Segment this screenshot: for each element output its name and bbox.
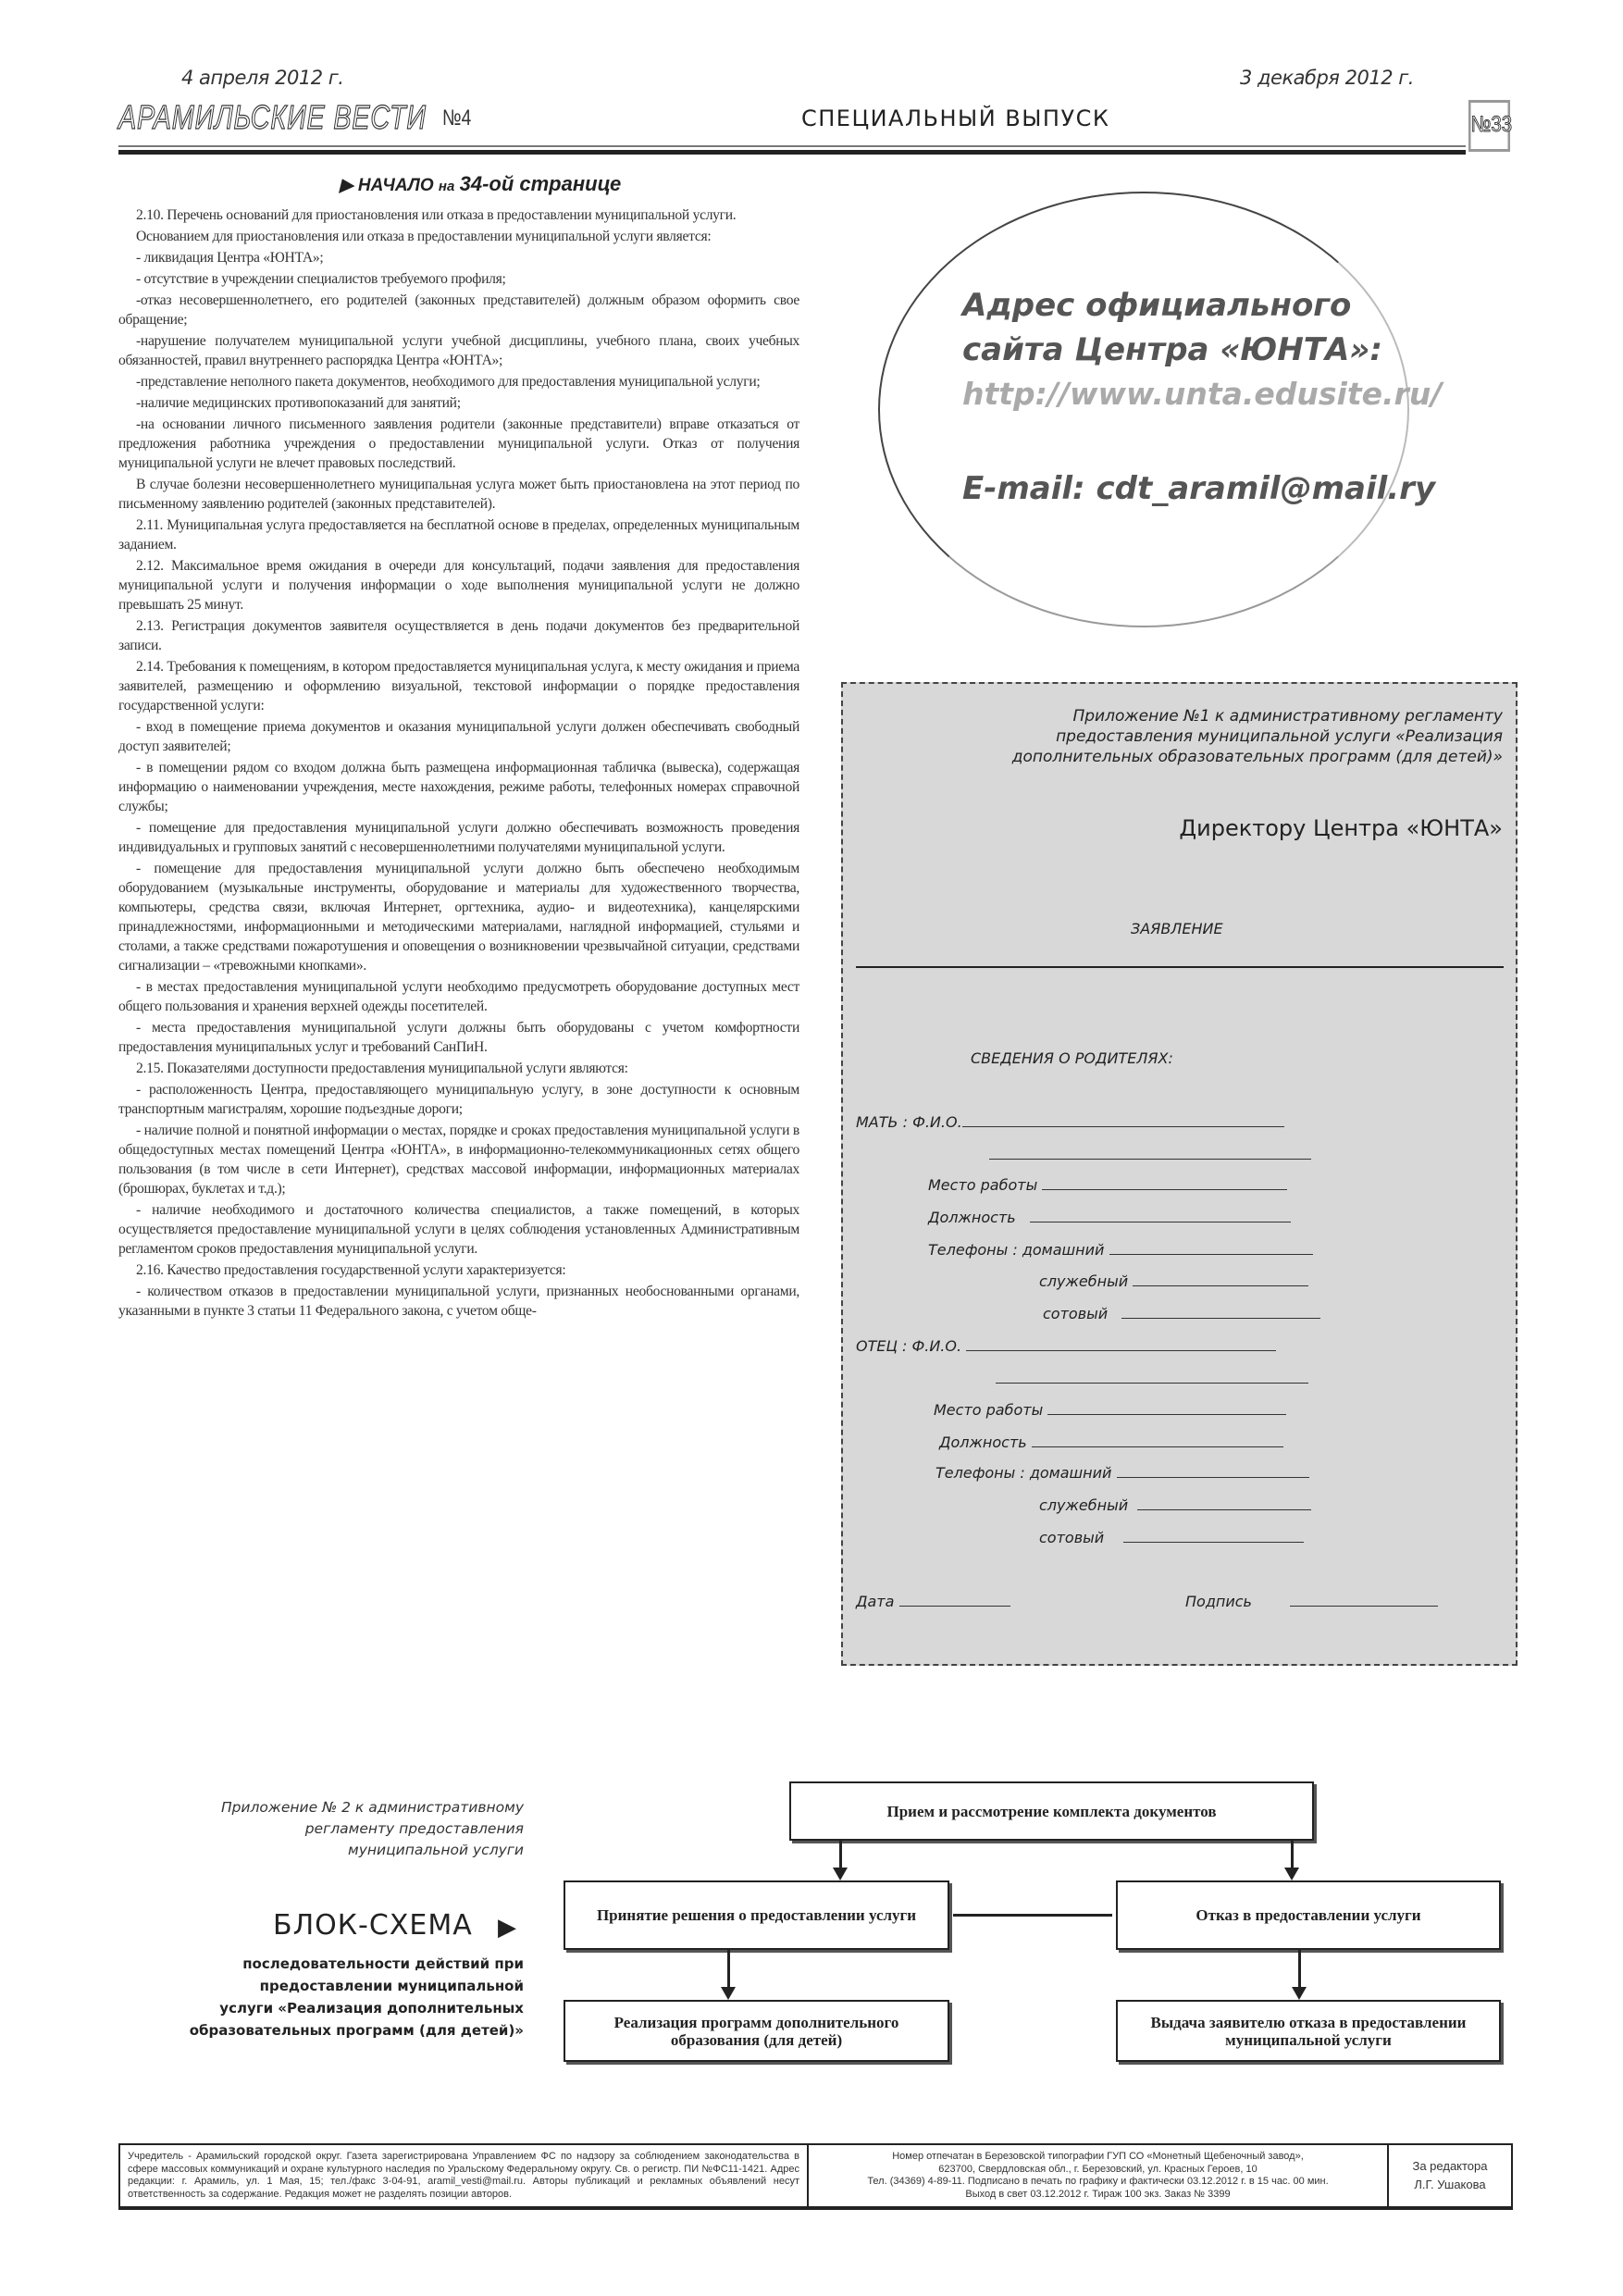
application-form [841, 682, 1518, 1666]
flow-connector [1291, 1841, 1294, 1870]
mother-label: МАТЬ : Ф.И.О. [856, 1113, 962, 1131]
annex-line: предоставления муниципальной услуги «Реализация [1056, 727, 1503, 746]
continuation-prefix: НАЧАЛО [357, 176, 434, 195]
label: служебный [1039, 1272, 1129, 1290]
section-title: СПЕЦИАЛЬНЫЙ ВЫПУСК [801, 105, 1110, 131]
article-paragraph: 2.15. Показателями доступности предоставления муниципальной услуги являются: [136, 1061, 628, 1076]
mother-home-phone-field[interactable] [928, 1241, 1313, 1259]
arrow-down-icon [1292, 1987, 1307, 2000]
flow-connector [1298, 1950, 1301, 1989]
mother-mobile-field[interactable] [1043, 1305, 1320, 1322]
date-left: 4 апреля 2012 г. [181, 67, 344, 89]
article-paragraph: - вход в помещение приема документов и оказания муниципальной услуги должен обеспечивать свободный доступ заявителей; [118, 719, 799, 754]
mother-position-field[interactable] [928, 1209, 1291, 1226]
article-paragraph: -наличие медицинских противопоказаний для занятий; [136, 395, 461, 411]
article-paragraph: 2.13. Регистрация документов заявителя осуществляется в день подачи документов без предварительной записи. [118, 618, 799, 653]
label: Должность [939, 1433, 1027, 1451]
date-right: 3 декабря 2012 г. [1240, 67, 1414, 89]
website-label-1: Адрес официального [962, 287, 1352, 324]
article-paragraph: 2.12. Максимальное время ожидания в очереди для консультаций, подачи заявления для предоставления муниципальной услуги и получения информации о ходе выполнения муниципальной услуги не должно превышать 25 минут. [118, 558, 799, 613]
mother-name-line2[interactable] [989, 1147, 1311, 1160]
imprint-footer [118, 2143, 1513, 2210]
printing-info [809, 2145, 1389, 2206]
continuation-page: 34-ой странице [459, 172, 622, 195]
father-position-field[interactable] [939, 1433, 1283, 1451]
label: Телефоны : домашний [928, 1241, 1105, 1259]
website-label-2: сайта Центра «ЮНТА»: [962, 331, 1382, 368]
printing-line: Номер отпечатан в Березовской типографии ГУП СО «Монетный Щебеночный завод», [892, 2151, 1304, 2162]
article-paragraph: -нарушение получателем муниципальной услуги учебной дисциплины, учебного плана, своих учебных обязанностей, правил внутреннего распорядка Центра «ЮНТА»; [118, 333, 799, 368]
mother-work-phone-field[interactable] [1039, 1272, 1308, 1290]
flow-box-receive: Прием и рассмотрение комплекта документов [789, 1781, 1314, 1841]
editor-info [1389, 2145, 1511, 2206]
article-paragraph: -на основании личного письменного заявления родители (законные представители) вправе отказаться от предложения работника учреждения о предоставлении муниципальной услуги. Отказ от получения муниципальной услуги не влечет правовых последствий. [118, 416, 799, 471]
flow-connector [839, 1841, 842, 1870]
article-paragraph: -отказ несовершеннолетнего, его родителей (законных представителей) должным образом оформить свое обращение; [118, 292, 799, 328]
article-paragraph: 2.14. Требования к помещениям, в котором предоставляется муниципальная услуга, к месту ожидания и приема заявителей, размещению и оформлению визуальной, текстовой информации о порядке предоставления государственной услуги: [118, 659, 799, 714]
publisher-info: Учредитель - Арамильский городской округ. Газета зарегистрирована Управлением ФС по надзору за соблюдением законодательства в сфере массовых коммуникаций и охране культурного наследия по Уральскому Федеральному округу. Св. о регистр. ПИ №ФС11-1421. Адрес редакции: г. Арамиль, ул. 1 Мая, 15; тел./факс 3-04-91, aramil_vesti@mail.ru. Авторы публикаций и рекламных объявлений несут ответственность за содержание. Редакция может не разделять позиции авторов. [120, 2145, 809, 2206]
article-paragraph: - в помещении рядом со входом должна быть размещена информационная табличка (вывеска), содержащая информацию о наименовании учреждения, месте нахождения, режиме работы, телефонных номерах справочной службы; [118, 760, 799, 814]
desc-line: услуги «Реализация дополнительных [219, 2000, 524, 2017]
label: Подпись [1185, 1593, 1252, 1610]
mother-workplace-field[interactable] [928, 1176, 1287, 1194]
form-title: ЗАЯВЛЕНИЕ [1131, 920, 1223, 937]
block-scheme-description [190, 1953, 524, 2042]
mother-name-field[interactable] [856, 1113, 1284, 1131]
article-paragraph: - отсутствие в учреждении специалистов требуемого профиля; [136, 271, 506, 287]
issue-number: №33 [1468, 100, 1510, 152]
desc-line: последовательности действий при [242, 1955, 524, 1972]
article-paragraph: 2.16. Качество предоставления государственной услуги характеризуется: [136, 1262, 566, 1278]
form-addressee: Директору Центра «ЮНТА» [1179, 815, 1503, 841]
annex2-line: муниципальной услуги [348, 1842, 524, 1858]
label: Телефоны : домашний [935, 1464, 1112, 1482]
website-url[interactable]: http://www.unta.edusite.ru/ [962, 376, 1443, 412]
header-rule [118, 145, 1466, 147]
editor-name: Л.Г. Ушакова [1414, 2178, 1486, 2191]
article-paragraph: -представление неполного пакета документов, необходимого для предоставления муниципальной услуги; [136, 374, 761, 390]
masthead-issue: №4 [442, 105, 472, 130]
masthead-title: АРАМИЛЬСКИЕ ВЕСТИ [118, 98, 427, 136]
father-workplace-field[interactable] [934, 1401, 1286, 1419]
article-paragraph: В случае болезни несовершеннолетнего муниципальная услуга может быть приостановлена на этот период по письменному заявлению родителей (законных представителей). [118, 477, 799, 512]
label: Место работы [928, 1176, 1038, 1194]
signature-field[interactable] [1185, 1593, 1438, 1610]
block-scheme-title: БЛОК-СХЕМА [273, 1909, 473, 1942]
annex2-note [221, 1797, 524, 1861]
father-label: ОТЕЦ : Ф.И.О. [856, 1337, 962, 1355]
desc-line: предоставлении муниципальной [259, 1978, 524, 1994]
label: сотовый [1043, 1305, 1109, 1322]
father-home-phone-field[interactable] [935, 1464, 1309, 1482]
article-paragraph: - места предоставления муниципальной услуги должны быть оборудованы с учетом комфортности предоставления муниципальных услуг и требований СанПиН. [118, 1020, 799, 1055]
article-paragraph: - помещение для предоставления муниципальной услуги должно обеспечивать возможность проведения индивидуальных и групповых занятий с несовершеннолетними получателями муниципальной услуги. [118, 820, 799, 855]
article-paragraph: - количеством отказов в предоставлении муниципальной услуги, признанных необоснованными органами, указанными в пункте 3 статьи 11 Федерального закона, с учетом обще- [118, 1284, 799, 1319]
father-mobile-field[interactable] [1039, 1529, 1304, 1546]
label: Место работы [934, 1401, 1044, 1419]
arrow-down-icon [721, 1987, 736, 2000]
article-paragraph: Основанием для приостановления или отказа в предоставлении муниципальной услуги является: [136, 229, 712, 244]
printing-line: Тел. (34369) 4-89-11. Подписано в печать по графику и фактически 03.12.2012 г. в 15 час. 00 мин. [867, 2176, 1329, 2187]
arrow-right-icon: ▶ [498, 1914, 516, 1941]
email-address[interactable]: E-mail: cdt_aramil@mail.ry [962, 470, 1436, 507]
father-work-phone-field[interactable] [1039, 1496, 1311, 1514]
flow-box-implement: Реализация программ дополнительного образования (для детей) [564, 2000, 949, 2062]
article-paragraph: 2.11. Муниципальная услуга предоставляется на бесплатной основе в пределах, определенных муниципальным заданием. [118, 517, 799, 552]
date-field[interactable] [856, 1593, 1010, 1610]
annex2-line: регламенту предоставления [304, 1820, 524, 1837]
article-text [118, 205, 799, 1322]
triangle-icon: ▶ [340, 176, 358, 195]
annex-line: Приложение №1 к административному регламенту [1072, 707, 1503, 726]
article-paragraph: - наличие необходимого и достаточного количества специалистов, а также помещений, в которых осуществляется предоставление муниципальной услуги в целях соблюдения установленных Административным регламентом сроков предоставления муниципальной услуги. [118, 1202, 799, 1257]
arrow-down-icon [1284, 1868, 1299, 1880]
parents-heading: СВЕДЕНИЯ О РОДИТЕЛЯХ: [971, 1049, 1173, 1067]
flow-box-issue-refusal: Выдача заявителю отказа в предоставлении муниципальной услуги [1116, 2000, 1501, 2062]
flow-connector [727, 1950, 730, 1989]
continuation-note [340, 172, 621, 196]
article-paragraph: - наличие полной и понятной информации о местах, порядке и сроках предоставления муниципальной услуги в общедоступных местах помещений Центра «ЮНТА», в информационно-телекоммуникационных сетях общего пользования (в том числе в сети Интернет), средствах массовой информации, информационных материалах (брошюрах, буклетах и т.д.); [118, 1123, 799, 1197]
printing-line: Выход в свет 03.12.2012 г. Тираж 100 экз. Заказ № 3399 [965, 2188, 1231, 2200]
article-paragraph: 2.10. Перечень оснований для приостановления или отказа в предоставлении муниципальной услуги. [136, 207, 737, 223]
article-paragraph: - в местах предоставления муниципальной услуги необходимо предусмотреть оборудование доступных мест общего пользования и хранения верхней одежды посетителей. [118, 979, 799, 1014]
desc-line: образовательных программ (для детей)» [189, 2022, 524, 2039]
form-annex [1012, 706, 1503, 767]
arrow-down-icon [833, 1868, 848, 1880]
annex2-line: Приложение № 2 к административному [220, 1799, 524, 1816]
label: сотовый [1039, 1529, 1105, 1546]
header-rule-thick [118, 150, 1466, 155]
editor-label: За редактора [1412, 2159, 1488, 2173]
printing-line: 623700, Свердловская обл., г. Березовский, ул. Красных Героев, 10 [938, 2163, 1258, 2175]
label: Дата [856, 1593, 895, 1610]
continuation-mid: на [438, 179, 455, 194]
label: Должность [928, 1209, 1016, 1226]
father-name-line2[interactable] [996, 1371, 1308, 1384]
flow-box-accept: Принятие решения о предоставлении услуги [564, 1880, 949, 1950]
article-paragraph: - расположенность Центра, предоставляющего муниципальную услугу, в зоне доступности к основным транспортным магистралям, хорошие подъездные дороги; [118, 1082, 799, 1117]
form-divider [856, 966, 1504, 968]
flow-box-refuse: Отказ в предоставлении услуги [1116, 1880, 1501, 1950]
flow-connector-horizontal [953, 1914, 1112, 1917]
annex-line: дополнительных образовательных программ (для детей)» [1011, 748, 1503, 766]
article-paragraph: - помещение для предоставления муниципальной услуги должно быть обеспечено необходимым оборудованием (музыкальные инструменты, оборудование и материалы для художественного творчества, компьютеры, средства связи, включая Интернет, оргтехника, аудио- и видеотехника), канцелярскими принадлежностями, информационными и методическими материалами, наглядной информацией, стульями и столами, а также средствами пожаротушения и оповещения о возникновении чрезвычайной ситуации, средствами сигнализации – «тревожными кнопками». [118, 861, 799, 974]
father-name-field[interactable] [856, 1337, 1276, 1355]
label: служебный [1039, 1496, 1129, 1514]
article-paragraph: - ликвидация Центра «ЮНТА»; [136, 250, 324, 266]
